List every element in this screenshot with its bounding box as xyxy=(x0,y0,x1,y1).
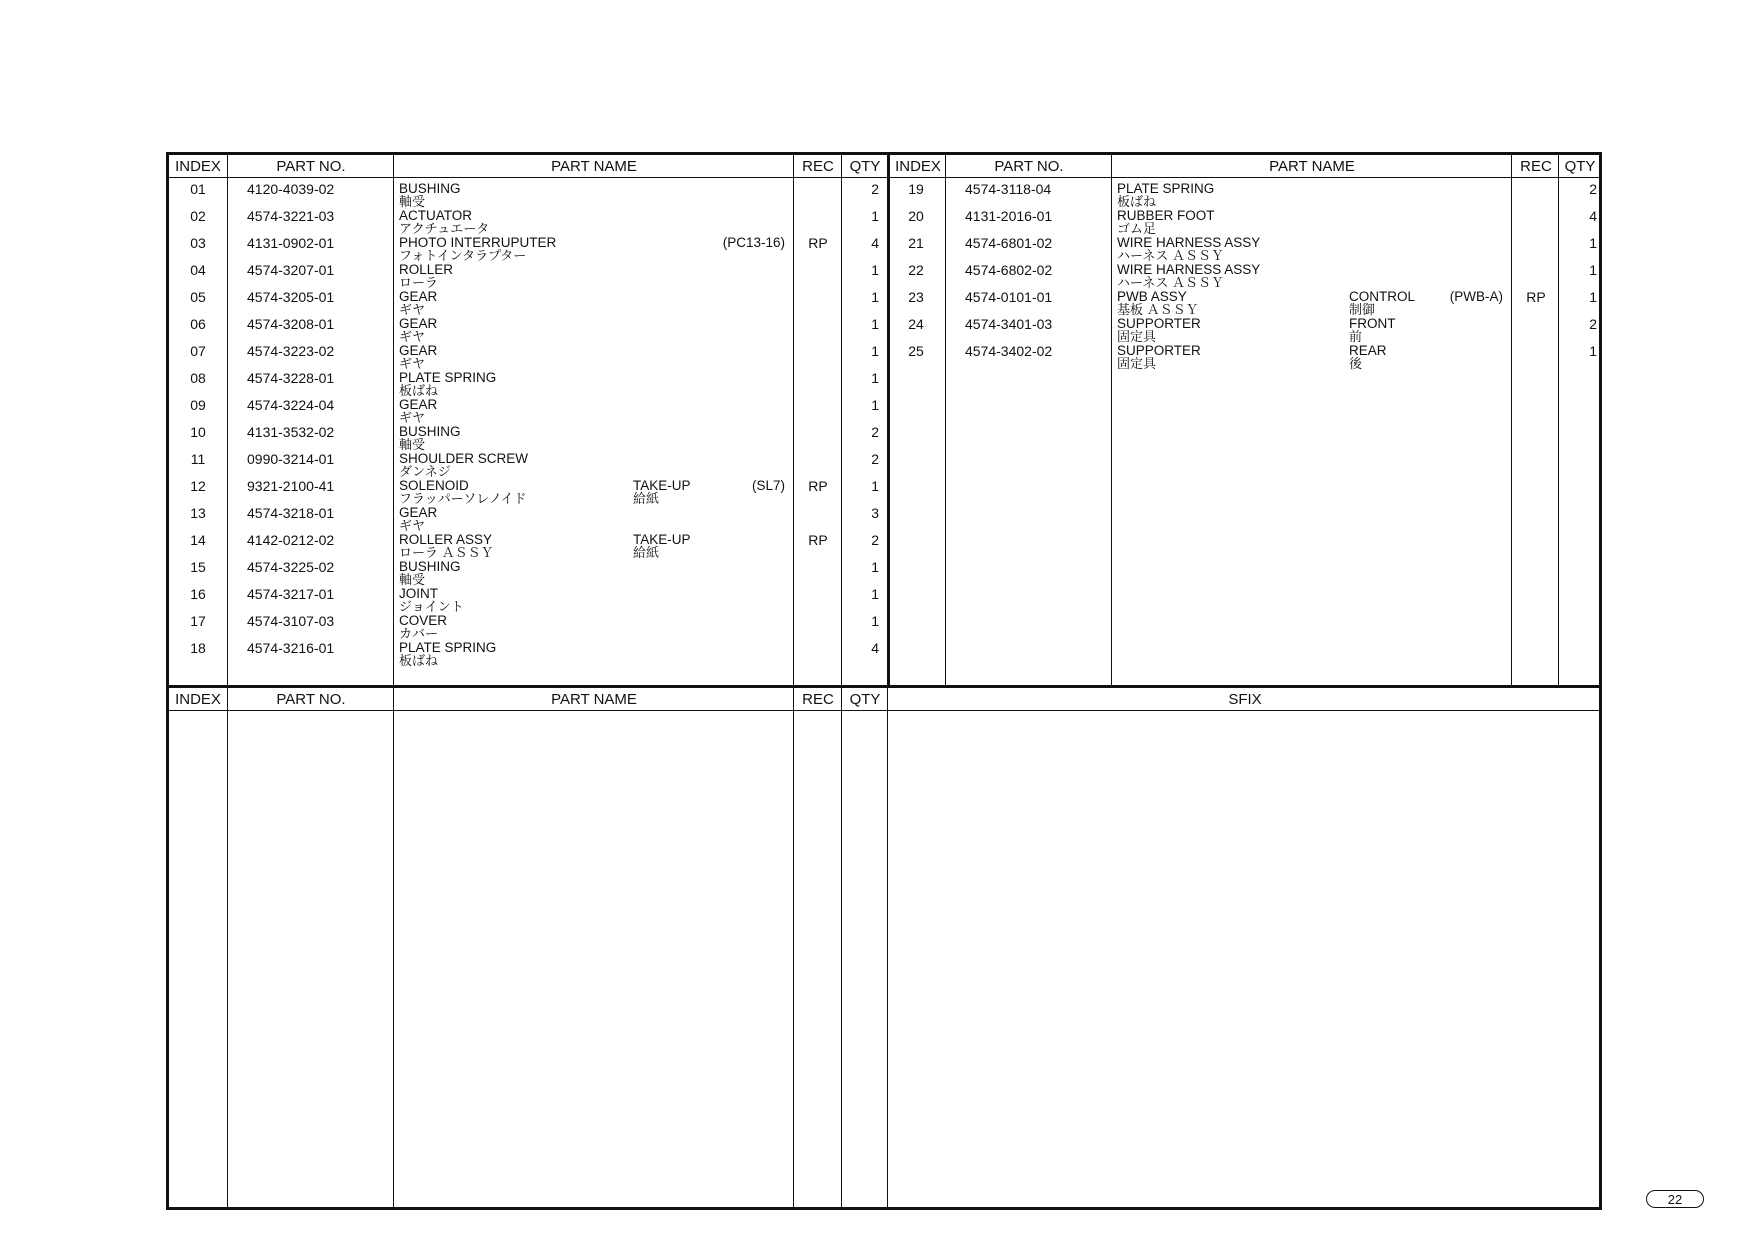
part-name-jp: フラッパーソレノイド xyxy=(399,491,527,506)
cell-part-name xyxy=(1117,344,1201,370)
part-name-en: ROLLER ASSY xyxy=(399,532,493,547)
part-name-jp: 軸受 xyxy=(399,194,426,209)
header-partno-right: PART NO. xyxy=(994,158,1064,175)
cell-note: (PC13-16) xyxy=(722,235,785,250)
cell-index: 01 xyxy=(190,181,206,197)
table-row xyxy=(169,613,887,640)
part-name-jp: 板ばね xyxy=(399,653,439,668)
cell-part-name xyxy=(399,587,464,613)
part-name-jp: フォトインタラプター xyxy=(399,248,527,263)
part-name-jp: アクチュエータ xyxy=(399,221,490,236)
part-name-en: BUSHING xyxy=(399,424,461,439)
cell-index: 12 xyxy=(190,478,206,494)
header-rec-left: REC xyxy=(802,158,834,175)
grid-line xyxy=(227,688,228,1210)
part-name-jp: 固定具 xyxy=(1117,356,1157,371)
cell-index: 15 xyxy=(190,559,206,575)
table-row xyxy=(169,451,887,478)
cell-qty: 4 xyxy=(871,235,879,251)
cell-index: 22 xyxy=(908,262,924,278)
part-name-jp: ハーネス ＡＳＳＹ xyxy=(1117,275,1224,290)
cell-index: 02 xyxy=(190,208,206,224)
part-name-jp: 固定具 xyxy=(1117,329,1157,344)
part-name-jp: 基板 ＡＳＳＹ xyxy=(1117,302,1199,317)
cell-qty: 1 xyxy=(871,559,879,575)
table-row xyxy=(887,181,1605,208)
part-name-en: GEAR xyxy=(399,505,438,520)
cell-qty: 4 xyxy=(1589,208,1597,224)
cell-rec: RP xyxy=(808,532,828,548)
cell-part-no: 4574-6801-02 xyxy=(965,235,1053,251)
header-rec-bottom: REC xyxy=(802,691,834,708)
cell-part-name xyxy=(1117,290,1199,316)
cell-index: 19 xyxy=(908,181,924,197)
cell-qty: 1 xyxy=(871,397,879,413)
cell-qty: 1 xyxy=(1589,235,1597,251)
cell-part-name xyxy=(399,641,496,667)
cell-part-no: 4574-3107-03 xyxy=(247,613,335,629)
cell-part-name xyxy=(399,263,453,289)
variant-en: CONTROL xyxy=(1349,289,1416,304)
cell-index: 13 xyxy=(190,505,206,521)
cell-qty: 2 xyxy=(871,181,879,197)
table-row xyxy=(169,640,887,667)
variant-jp: 給紙 xyxy=(633,545,660,560)
grid-line xyxy=(793,688,794,1210)
part-name-en: GEAR xyxy=(399,343,438,358)
part-name-en: BUSHING xyxy=(399,559,461,574)
cell-qty: 2 xyxy=(1589,181,1597,197)
cell-part-name xyxy=(1117,317,1201,343)
cell-part-no: 4574-3208-01 xyxy=(247,316,335,332)
table-row xyxy=(169,424,887,451)
table-row xyxy=(169,181,887,208)
cell-note: (SL7) xyxy=(751,478,785,493)
part-name-jp: 板ばね xyxy=(399,383,439,398)
header-index-bottom: INDEX xyxy=(175,691,221,708)
header-partno-left: PART NO. xyxy=(276,158,346,175)
table-row xyxy=(887,235,1605,262)
cell-index: 10 xyxy=(190,424,206,440)
cell-part-name xyxy=(1117,182,1214,208)
cell-part-no: 4574-3401-03 xyxy=(965,316,1053,332)
cell-part-no: 4131-0902-01 xyxy=(247,235,335,251)
cell-index: 05 xyxy=(190,289,206,305)
table-row xyxy=(169,559,887,586)
cell-index: 24 xyxy=(908,316,924,332)
part-name-en: SOLENOID xyxy=(399,478,469,493)
table-row xyxy=(887,289,1605,316)
cell-rec: RP xyxy=(808,478,828,494)
cell-part-name xyxy=(1117,209,1215,235)
cell-qty: 1 xyxy=(1589,289,1597,305)
table-row xyxy=(887,316,1605,343)
cell-index: 20 xyxy=(908,208,924,224)
table-row xyxy=(169,586,887,613)
cell-index: 08 xyxy=(190,370,206,386)
cell-part-no: 4120-4039-02 xyxy=(247,181,335,197)
table-row xyxy=(887,343,1605,370)
cell-index: 25 xyxy=(908,343,924,359)
cell-part-name xyxy=(399,371,496,397)
cell-rec: RP xyxy=(808,235,828,251)
part-name-en: GEAR xyxy=(399,397,438,412)
part-name-en: WIRE HARNESS ASSY xyxy=(1117,235,1261,250)
cell-part-name xyxy=(399,452,528,478)
grid-line xyxy=(393,688,394,1210)
part-name-jp: ハーネス ＡＳＳＹ xyxy=(1117,248,1224,263)
table-row xyxy=(169,343,887,370)
header-sfix: SFIX xyxy=(1228,691,1262,708)
variant-jp: 前 xyxy=(1349,329,1363,344)
cell-index: 21 xyxy=(908,235,924,251)
part-name-en: SHOULDER SCREW xyxy=(399,451,529,466)
cell-qty: 1 xyxy=(871,613,879,629)
part-name-en: PLATE SPRING xyxy=(399,370,497,385)
header-partno-bottom: PART NO. xyxy=(276,691,346,708)
table-row xyxy=(169,478,887,505)
part-name-jp: ギヤ xyxy=(399,302,426,317)
part-name-en: SUPPORTER xyxy=(1117,343,1201,358)
cell-index: 07 xyxy=(190,343,206,359)
cell-part-no: 4574-3207-01 xyxy=(247,262,335,278)
part-name-jp: 板ばね xyxy=(1117,194,1157,209)
cell-part-no: 4131-2016-01 xyxy=(965,208,1053,224)
cell-qty: 2 xyxy=(871,532,879,548)
cell-part-name xyxy=(1117,263,1260,289)
cell-part-no: 4574-3221-03 xyxy=(247,208,335,224)
part-name-jp: ローラ ＡＳＳＹ xyxy=(399,545,494,560)
header-qty-right: QTY xyxy=(1564,158,1596,175)
header-qty-left: QTY xyxy=(849,158,881,175)
table-row xyxy=(169,289,887,316)
part-name-en: SUPPORTER xyxy=(1117,316,1201,331)
cell-qty: 1 xyxy=(871,478,879,494)
part-name-en: COVER xyxy=(399,613,448,628)
header-index-left: INDEX xyxy=(175,158,221,175)
cell-part-name xyxy=(1117,236,1260,262)
variant-jp: 後 xyxy=(1349,356,1363,371)
cell-qty: 1 xyxy=(871,586,879,602)
header-qty-bottom: QTY xyxy=(849,691,881,708)
part-name-jp: ジョイント xyxy=(399,599,464,614)
table-row xyxy=(169,262,887,289)
part-name-jp: ゴム足 xyxy=(1117,221,1157,236)
cell-index: 18 xyxy=(190,640,206,656)
cell-part-name xyxy=(399,560,461,586)
cell-rec: RP xyxy=(1526,289,1546,305)
cell-part-no: 4142-0212-02 xyxy=(247,532,335,548)
cell-qty: 1 xyxy=(1589,343,1597,359)
cell-part-name xyxy=(399,236,556,262)
part-name-jp: 軸受 xyxy=(399,437,426,452)
cell-part-no: 0990-3214-01 xyxy=(247,451,335,467)
cell-part-name xyxy=(399,290,437,316)
part-name-en: PLATE SPRING xyxy=(399,640,497,655)
page-number: 22 xyxy=(1646,1190,1704,1208)
table-row xyxy=(887,262,1605,289)
part-name-jp: ダンネジ xyxy=(399,464,451,479)
cell-qty: 1 xyxy=(871,343,879,359)
grid-line xyxy=(887,688,888,1210)
cell-index: 04 xyxy=(190,262,206,278)
variant-en: FRONT xyxy=(1349,316,1396,331)
cell-part-no: 4574-3118-04 xyxy=(965,181,1052,197)
cell-part-no: 4574-3223-02 xyxy=(247,343,335,359)
cell-part-no: 4131-3532-02 xyxy=(247,424,335,440)
cell-part-name xyxy=(399,344,437,370)
table-row xyxy=(169,532,887,559)
cell-part-name xyxy=(399,398,437,424)
cell-qty: 2 xyxy=(871,451,879,467)
part-name-jp: ギヤ xyxy=(399,356,426,371)
header-partname-right: PART NAME xyxy=(1269,158,1355,175)
variant-jp: 給紙 xyxy=(633,491,660,506)
table-row xyxy=(169,370,887,397)
cell-part-no: 4574-3402-02 xyxy=(965,343,1053,359)
cell-qty: 4 xyxy=(871,640,879,656)
cell-part-no: 4574-3216-01 xyxy=(247,640,335,656)
cell-part-no: 4574-3225-02 xyxy=(247,559,335,575)
cell-index: 11 xyxy=(190,451,206,467)
cell-part-name xyxy=(399,479,527,505)
cell-part-variant xyxy=(1349,317,1396,343)
cell-part-no: 4574-3217-01 xyxy=(247,586,335,602)
part-name-jp: ギヤ xyxy=(399,329,426,344)
cell-part-name xyxy=(399,317,437,343)
cell-index: 03 xyxy=(190,235,206,251)
part-name-en: PLATE SPRING xyxy=(1117,181,1215,196)
cell-index: 17 xyxy=(190,613,206,629)
part-name-en: JOINT xyxy=(399,586,438,601)
cell-index: 16 xyxy=(190,586,206,602)
part-name-en: WIRE HARNESS ASSY xyxy=(1117,262,1261,277)
cell-part-name xyxy=(399,533,494,559)
cell-part-no: 4574-3218-01 xyxy=(247,505,335,521)
cell-part-variant xyxy=(633,533,691,559)
parts-list-frame xyxy=(166,152,1602,1210)
variant-en: TAKE-UP xyxy=(633,478,691,493)
cell-part-variant xyxy=(1349,344,1387,370)
bottom-header xyxy=(169,688,1599,711)
table-row xyxy=(169,316,887,343)
cell-part-name xyxy=(399,425,461,451)
cell-note: (PWB-A) xyxy=(1449,289,1503,304)
part-name-en: RUBBER FOOT xyxy=(1117,208,1215,223)
part-name-en: PWB ASSY xyxy=(1117,289,1187,304)
cell-part-variant xyxy=(633,479,691,505)
part-name-jp: ギヤ xyxy=(399,518,426,533)
cell-qty: 1 xyxy=(871,316,879,332)
cell-part-no: 4574-3224-04 xyxy=(247,397,335,413)
cell-qty: 2 xyxy=(1589,316,1597,332)
cell-part-no: 4574-3228-01 xyxy=(247,370,335,386)
variant-en: REAR xyxy=(1349,343,1387,358)
cell-qty: 2 xyxy=(871,424,879,440)
cell-part-name xyxy=(399,506,437,532)
table-row xyxy=(169,397,887,424)
cell-index: 14 xyxy=(190,532,206,548)
part-name-en: BUSHING xyxy=(399,181,461,196)
part-name-jp: 軸受 xyxy=(399,572,426,587)
cell-qty: 1 xyxy=(871,208,879,224)
top-header xyxy=(169,155,1599,178)
part-name-en: GEAR xyxy=(399,316,438,331)
header-rec-right: REC xyxy=(1520,158,1552,175)
cell-part-no: 4574-6802-02 xyxy=(965,262,1053,278)
cell-qty: 1 xyxy=(1589,262,1597,278)
part-name-en: PHOTO INTERRUPUTER xyxy=(399,235,557,250)
cell-qty: 1 xyxy=(871,262,879,278)
cell-part-no: 9321-2100-41 xyxy=(247,478,335,494)
part-name-jp: カバー xyxy=(399,626,439,641)
header-partname-bottom: PART NAME xyxy=(551,691,637,708)
variant-jp: 制御 xyxy=(1349,302,1376,317)
part-name-en: ACTUATOR xyxy=(399,208,473,223)
grid-line xyxy=(841,688,842,1210)
cell-qty: 3 xyxy=(871,505,879,521)
part-name-jp: ギヤ xyxy=(399,410,426,425)
table-row xyxy=(169,235,887,262)
header-partname-left: PART NAME xyxy=(551,158,637,175)
cell-qty: 1 xyxy=(871,289,879,305)
cell-part-no: 4574-3205-01 xyxy=(247,289,335,305)
cell-part-variant xyxy=(1349,290,1415,316)
cell-index: 09 xyxy=(190,397,206,413)
part-name-en: GEAR xyxy=(399,289,438,304)
part-name-jp: ローラ xyxy=(399,275,439,290)
cell-index: 06 xyxy=(190,316,206,332)
part-name-en: ROLLER xyxy=(399,262,454,277)
cell-part-name xyxy=(399,209,489,235)
table-row xyxy=(169,208,887,235)
cell-qty: 1 xyxy=(871,370,879,386)
header-index-right: INDEX xyxy=(895,158,941,175)
cell-part-name xyxy=(399,614,447,640)
table-row xyxy=(887,208,1605,235)
cell-part-name xyxy=(399,182,461,208)
table-row xyxy=(169,505,887,532)
cell-part-no: 4574-0101-01 xyxy=(965,289,1053,305)
variant-en: TAKE-UP xyxy=(633,532,691,547)
cell-index: 23 xyxy=(908,289,924,305)
